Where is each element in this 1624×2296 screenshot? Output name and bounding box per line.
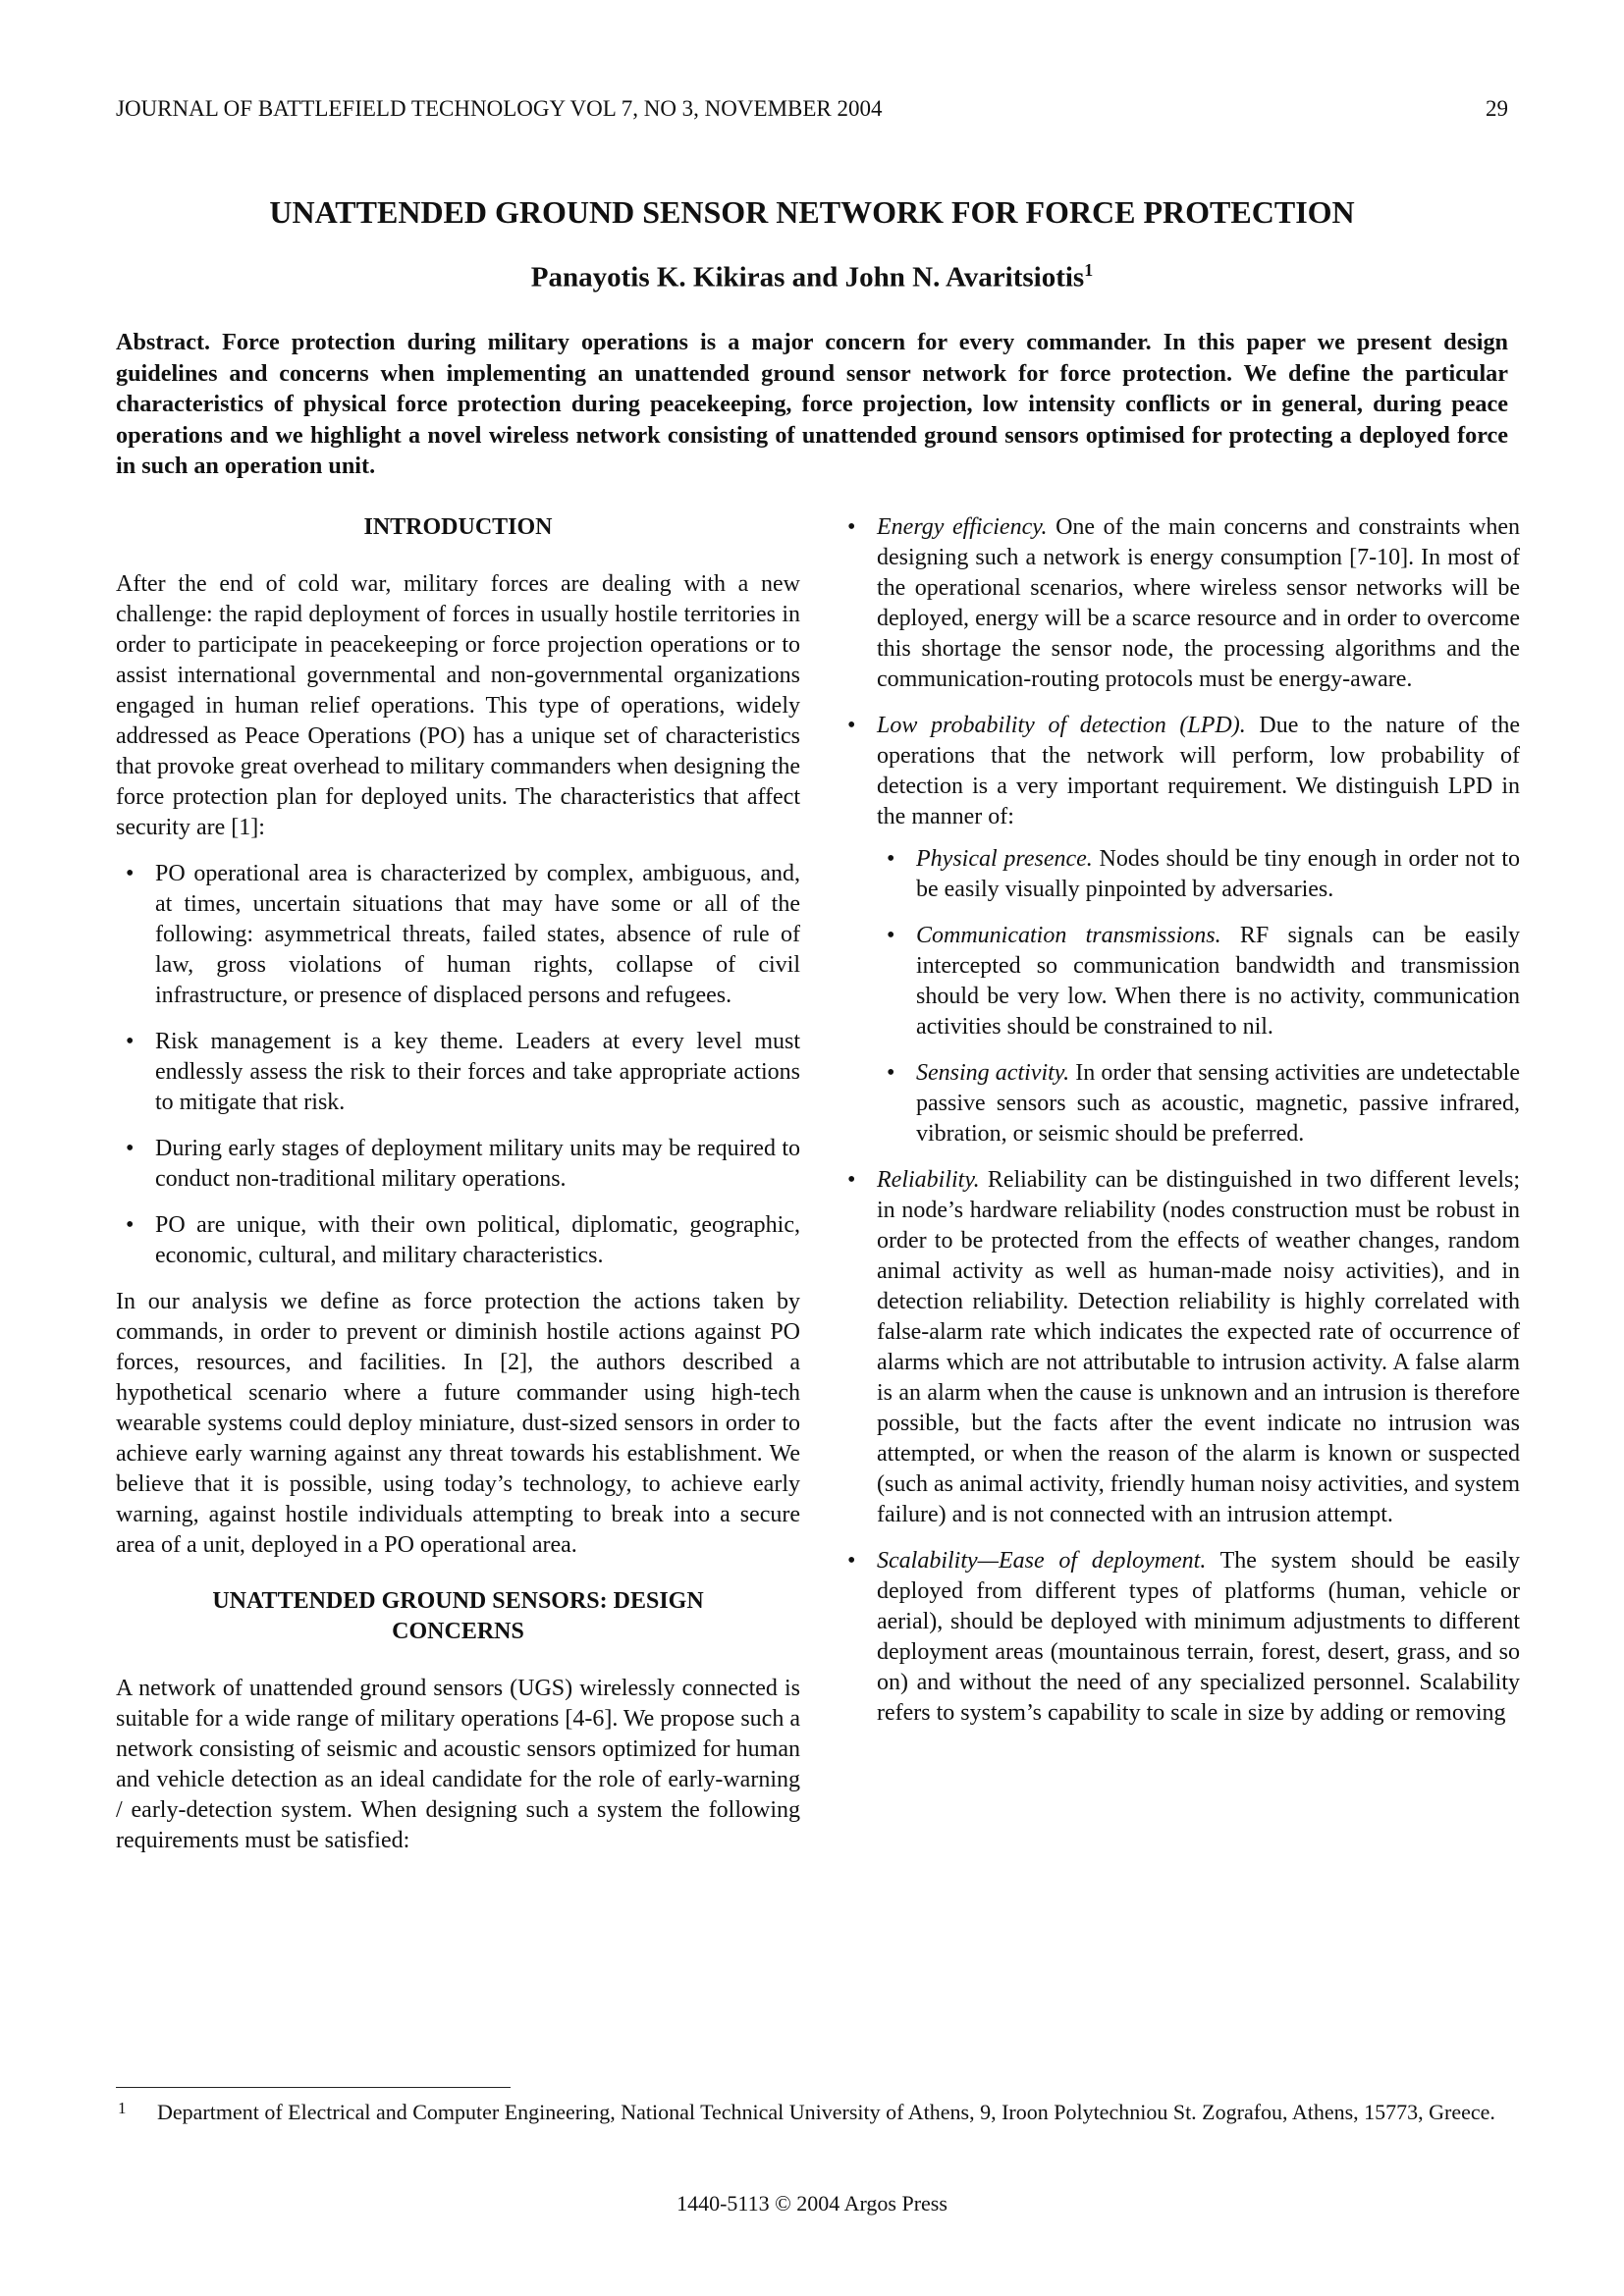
intro-paragraph-2: In our analysis we define as force protection the actions taken by commands, in order to prevent or diminish hostile actions against PO forces, resources, and facilities. In [2], the authors described a hypothetical scenario where a future commander using high-tech wearable systems could deploy miniature, dust-sized sensors in order to achieve early warning against any threat towards his establishment. We believe that it is possible, using today’s technology, to achieve early warning, against hostile individuals attempting to break into a secure area of a unit, deployed in a PO operational area.	[116, 1289, 800, 1558]
list-item-physical-presence	[877, 844, 1520, 905]
communication-term: Communication transmissions.	[916, 923, 1221, 948]
list-item-communication	[877, 921, 1520, 1042]
list-item: • PO are unique, with their own political, diplomatic, geographic, economic, cultural, and military characteristics.	[116, 1210, 800, 1271]
list-item-energy-efficiency	[838, 512, 1520, 695]
footnote-text: Department of Electrical and Computer Engineering, National Technical University of Athens, 9, Iroon Polytechniou St. Zografou, Athens, 15773, Greece.	[157, 2100, 1495, 2124]
footnote-mark: 1	[118, 2099, 127, 2117]
left-column	[116, 512, 800, 1872]
list-item-lpd	[838, 711, 1520, 1149]
sensing-activity-term: Sensing activity.	[916, 1060, 1070, 1086]
page-number: 29	[1486, 96, 1508, 121]
lpd-text: Due to the nature of the operations that the network will perform, low probability of detection is a very important requirement. We distinguish LPD in the manner of:	[877, 713, 1520, 829]
po-characteristics-list	[116, 859, 800, 1271]
physical-presence-text: Nodes should be tiny enough in order not to be easily visually pinpointed by adversaries.	[916, 846, 1520, 902]
list-item: • PO operational area is characterized by complex, ambiguous, and, at times, uncertain situations that may have some or all of the following: asymmetrical threats, failed states, absence of rule of law, gross violations of human rights, collapse of civil infrastructure, or presence of displaced persons and refugees.	[116, 859, 800, 1011]
list-item: • During early stages of deployment military units may be required to conduct non-traditional military operations.	[116, 1134, 800, 1195]
authors: Panayotis K. Kikiras and John N. Avaritsiotis	[530, 261, 1085, 294]
list-item-scalability	[838, 1546, 1520, 1729]
communication-text: RF signals can be easily intercepted so communication bandwidth and transmission should be very low. When there is no activity, communication activities should be constrained to nil.	[916, 923, 1520, 1040]
scalability-text: The system should be easily deployed from different types of platforms (human, vehicle or aerial), should be deployed with minimum adjustments to different deployment areas (mountainous terrain, forest, desert, grass, and so on) and without the need of any specialized personnel. Scalability refers to system’s capability to scale in size by adding or removing	[877, 1548, 1520, 1726]
list-item-reliability	[838, 1165, 1520, 1530]
energy-efficiency-term: Energy efficiency.	[877, 514, 1048, 540]
ugs-paragraph-1: A network of unattended ground sensors (UGS) wirelessly connected is suitable for a wide range of military operations [4-6]. We propose such a network consisting of seismic and acoustic sensors optimized for human and vehicle detection as an ideal candidate for the role of early-warning / early-detection system. When designing such a system the following requirements must be satisfied:	[116, 1676, 800, 1853]
lpd-term: Low probability of detection (LPD).	[877, 713, 1246, 738]
energy-efficiency-text: One of the main concerns and constraints when designing such a network is energy consumption [7-10]. In most of the operational scenarios, where wireless sensor networks will be deployed, energy will be a scarce resource and in order to overcome this shortage the sensor node, the processing algorithms and the communication-routing protocols must be energy-aware.	[877, 514, 1520, 692]
intro-paragraph-1: After the end of cold war, military forces are dealing with a new challenge: the rapid deployment of forces in usually hostile territories in order to participate in peacekeeping or force projection operations or to assist international governmental and non-governmental organizations engaged in human relief operations. This type of operations, widely addressed as Peace Operations (PO) has a unique set of characteristics that provoke great overhead to military commanders when designing the force protection plan for deployed units. The characteristics that affect security are [1]:	[116, 571, 800, 840]
introduction-heading: INTRODUCTION	[363, 514, 553, 540]
right-column	[838, 512, 1520, 1744]
page-footer: 1440-5113 © 2004 Argos Press	[677, 2191, 947, 2216]
scalability-term: Scalability—Ease of deployment.	[877, 1548, 1207, 1574]
author-line	[0, 260, 1624, 294]
reliability-term: Reliability.	[877, 1167, 980, 1193]
paper-title: UNATTENDED GROUND SENSOR NETWORK FOR FORCE PROTECTION	[269, 194, 1355, 230]
author-footnote-mark: 1	[1084, 260, 1094, 280]
sensing-activity-text: In order that sensing activities are undetectable passive sensors such as acoustic, magnetic, passive infrared, vibration, or seismic should be preferred.	[916, 1060, 1520, 1147]
journal-name: JOURNAL OF BATTLEFIELD TECHNOLOGY VOL 7, NO 3, NOVEMBER 2004	[116, 96, 883, 121]
footnote-divider	[116, 2087, 511, 2088]
running-header	[116, 96, 1508, 122]
physical-presence-term: Physical presence.	[916, 846, 1093, 872]
footnote	[116, 2099, 1508, 2126]
reliability-text: Reliability can be distinguished in two different levels; in node’s hardware reliability (nodes construction must be robust in order to be protected from the effects of weather changes, random animal activity as well as human-made noisy activities), and in detection reliability. Detection reliability is highly correlated with false-alarm rate which indicates the expected rate of occurrence of alarms which are not attributable to intrusion activity. A false alarm is an alarm when the cause is unknown and an intrusion is therefore possible, but the facts after the event indicate no intrusion was attempted, or when the reason of the alarm is known or suspected (such as animal activity, friendly human noisy activities, and system failure) and is not connected with an intrusion attempt.	[877, 1167, 1520, 1527]
requirements-list	[838, 512, 1520, 1729]
abstract: Abstract. Force protection during military operations is a major concern for every commander. In this paper we present design guidelines and concerns when implementing an unattended ground sensor network for force protection. We define the particular characteristics of physical force protection during peacekeeping, force projection, low intensity conflicts or in general, during peace operations and we highlight a novel wireless network consisting of unattended ground sensors optimised for protecting a deployed force in such an operation unit.	[116, 329, 1508, 479]
lpd-sublist	[877, 844, 1520, 1149]
list-item-sensing-activity	[877, 1058, 1520, 1149]
list-item: • Risk management is a key theme. Leaders at every level must endlessly assess the risk to their forces and take appropriate actions to mitigate that risk.	[116, 1027, 800, 1118]
ugs-design-heading: UNATTENDED GROUND SENSORS: DESIGN CONCERNS	[212, 1588, 704, 1644]
